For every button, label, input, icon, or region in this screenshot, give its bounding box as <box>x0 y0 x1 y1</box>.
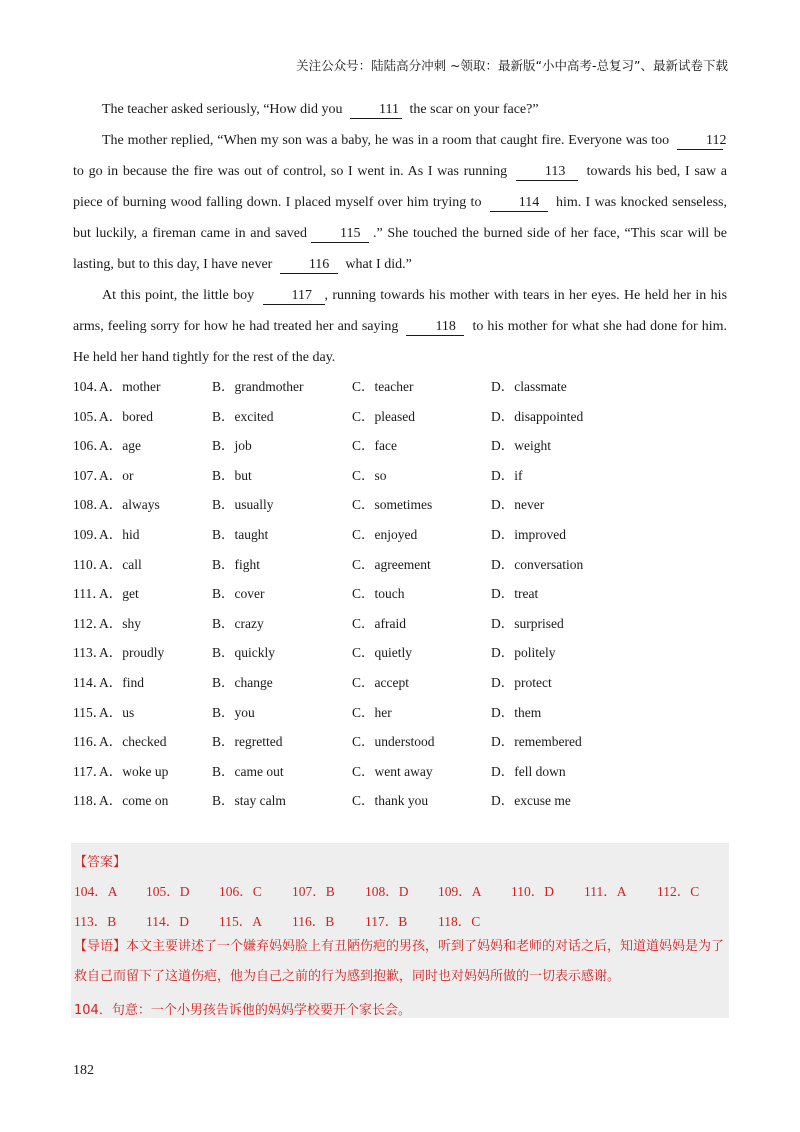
answer-item: 116．B <box>292 914 335 929</box>
text: At this point, the little boy <box>102 288 255 303</box>
blank-112: 112 <box>677 132 723 150</box>
option-d: D．conversation <box>491 556 584 572</box>
option-b: B．cover <box>212 586 265 602</box>
option-a: A．always <box>99 497 160 513</box>
option-d: D．treat <box>491 586 539 602</box>
page-header: 关注公众号：陆陆高分冲刺 ~领取：最新版“小中高考-总复习”、最新试卷下载 <box>296 58 728 73</box>
option-a: A．shy <box>99 615 142 631</box>
answer-item: 115．A <box>219 914 262 929</box>
option-a: A．get <box>99 586 139 602</box>
text: the scar on your face?” <box>409 102 539 117</box>
passage <box>73 94 727 373</box>
question-115 <box>73 695 733 725</box>
blank-116: 116 <box>280 256 338 274</box>
guide-text: 本文主要讲述了一个嫌弃妈妈脸上有丑陋伤疤的男孩，听到了妈妈和老师的对话之后，知道道妈妈是为了救自己而留下了这道伤疤，他为自己之前的行为感到抱歉，同时也对妈妈所做的一切表示感谢。 <box>74 939 725 984</box>
question-number: 104． <box>73 379 107 394</box>
option-b: B．quickly <box>212 645 275 661</box>
option-b: B．usually <box>212 497 274 513</box>
option-c: C．understood <box>352 734 435 750</box>
question-number: 109． <box>73 526 107 542</box>
option-b: B．fight <box>212 556 261 572</box>
blank-115: 115 <box>311 225 369 243</box>
option-d: D．disappointed <box>491 408 584 424</box>
answer-item: 109．A <box>438 884 482 899</box>
page-number: 182 <box>73 1063 94 1078</box>
option-d: D．protect <box>491 674 552 690</box>
options-list <box>73 369 733 813</box>
option-c: C．touch <box>352 586 405 602</box>
option-a: A．age <box>99 438 141 454</box>
option-c: C．face <box>352 438 397 454</box>
option-d: D．weight <box>491 438 551 454</box>
question-number: 108． <box>73 497 107 513</box>
option-a: A．checked <box>99 734 167 750</box>
text: .” She touched the burned side of her face, “This scar will be lasting, but to this day, I have never <box>73 226 727 272</box>
option-a: A．mother <box>99 379 161 394</box>
option-a: A．woke up <box>99 763 169 779</box>
option-a: A．find <box>99 674 144 690</box>
blank-117: 117 <box>263 287 325 305</box>
option-a: A．or <box>99 467 134 483</box>
question-number: 113． <box>73 645 107 661</box>
question-number: 114． <box>73 674 107 690</box>
option-d: D．them <box>491 704 542 720</box>
question-112 <box>73 606 733 636</box>
option-a: A．call <box>99 556 142 572</box>
question-number: 115． <box>73 704 107 720</box>
guide-label: 【导语】 <box>74 939 127 954</box>
answer-item: 111．A <box>584 884 627 899</box>
question-114 <box>73 665 733 695</box>
blank-111: 111 <box>350 101 402 119</box>
answer-row-1 <box>71 880 729 900</box>
question-number: 116． <box>73 734 107 750</box>
answer-item: 112．C <box>657 884 700 899</box>
option-b: B．came out <box>212 763 284 779</box>
option-d: D．classmate <box>491 379 567 394</box>
option-c: C．agreement <box>352 556 431 572</box>
question-number: 118． <box>73 793 107 809</box>
answer-item: 105．D <box>146 884 190 899</box>
option-c: C．so <box>352 467 387 483</box>
answer-item: 107．B <box>292 884 335 899</box>
text: towards his bed, I saw a piece of burning wood falling down. I placed myself over him trying to <box>73 164 727 210</box>
option-b: B．grandmother <box>212 379 304 394</box>
answer-item: 114．D <box>146 914 189 929</box>
question-116 <box>73 724 733 754</box>
explanation-note: 104．句意：一个小男孩告诉他的妈妈学校要开个家长会。 <box>74 1003 411 1018</box>
question-113 <box>73 635 733 665</box>
option-c: C．her <box>352 704 392 720</box>
question-number: 111． <box>73 586 106 602</box>
option-a: A．bored <box>99 408 153 424</box>
option-b: B．regretted <box>212 734 283 750</box>
question-number: 117． <box>73 763 107 779</box>
option-d: D．politely <box>491 645 556 661</box>
question-107 <box>73 458 733 488</box>
option-b: B．job <box>212 438 252 454</box>
answer-item: 110．D <box>511 884 554 899</box>
option-c: C．quietly <box>352 645 412 661</box>
option-d: D．surprised <box>491 615 564 631</box>
option-d: D．if <box>491 467 523 483</box>
text: him. I was knocked senseless, but luckily, a fireman came in and saved <box>73 195 728 241</box>
paragraph-1 <box>73 94 727 125</box>
answer-item: 104．A <box>74 884 118 899</box>
text: to go in because the fire was out of control, so I went in. As I was running <box>73 164 508 179</box>
paragraph-2 <box>73 125 727 280</box>
answer-item: 108．D <box>365 884 409 899</box>
option-b: B．taught <box>212 526 269 542</box>
option-a: A．hid <box>99 526 140 542</box>
question-106 <box>73 428 733 458</box>
blank-114: 114 <box>490 194 548 212</box>
option-a: A．come on <box>99 793 169 809</box>
option-d: D．never <box>491 497 545 513</box>
question-number: 106． <box>73 438 107 454</box>
option-a: A．us <box>99 704 135 720</box>
option-c: C．teacher <box>352 379 414 394</box>
question-110 <box>73 547 733 577</box>
option-b: B．you <box>212 704 255 720</box>
blank-118: 118 <box>406 318 464 336</box>
question-number: 105． <box>73 408 107 424</box>
option-c: C．sometimes <box>352 497 433 513</box>
option-c: C．thank you <box>352 793 429 809</box>
text: what I did.” <box>345 257 412 272</box>
text: , running towards his mother with tears in her eyes. He held her in his arms, feeling sorry for how he had treated her and saying <box>73 288 728 334</box>
option-b: B．change <box>212 674 273 690</box>
question-104 <box>73 369 733 399</box>
question-105 <box>73 399 733 429</box>
answer-item: 113．B <box>74 914 117 929</box>
option-c: C．pleased <box>352 408 415 424</box>
option-c: C．enjoyed <box>352 526 418 542</box>
blank-113: 113 <box>516 163 578 181</box>
question-117 <box>73 754 733 784</box>
answer-item: 117．B <box>365 914 408 929</box>
option-c: C．went away <box>352 763 433 779</box>
option-d: D．excuse me <box>491 793 571 809</box>
answer-item: 106．C <box>219 884 262 899</box>
answer-title: 【答案】 <box>74 855 127 870</box>
text: The mother replied, “When my son was a baby, he was in a room that caught fire. Everyone was too <box>102 133 670 148</box>
question-number: 112． <box>73 615 107 631</box>
option-b: B．stay calm <box>212 793 286 809</box>
option-b: B．crazy <box>212 615 264 631</box>
option-b: B．but <box>212 467 252 483</box>
question-111 <box>73 576 733 606</box>
option-d: D．remembered <box>491 734 582 750</box>
option-c: C．accept <box>352 674 409 690</box>
answer-row-2 <box>71 910 729 930</box>
question-number: 107． <box>73 467 107 483</box>
text: The teacher asked seriously, “How did you <box>102 102 343 117</box>
option-a: A．proudly <box>99 645 165 661</box>
question-109 <box>73 517 733 547</box>
paragraph-3 <box>73 280 727 373</box>
option-d: D．improved <box>491 526 566 542</box>
option-d: D．fell down <box>491 763 566 779</box>
option-b: B．excited <box>212 408 274 424</box>
option-c: C．afraid <box>352 615 406 631</box>
text: to his mother for what she had done for him. He held her hand tightly for the rest of the day. <box>73 319 727 365</box>
answer-item: 118．C <box>438 914 481 929</box>
guide-paragraph <box>74 932 726 992</box>
question-118 <box>73 783 733 813</box>
question-108 <box>73 487 733 517</box>
question-number: 110． <box>73 556 107 572</box>
answer-section <box>71 843 729 1018</box>
